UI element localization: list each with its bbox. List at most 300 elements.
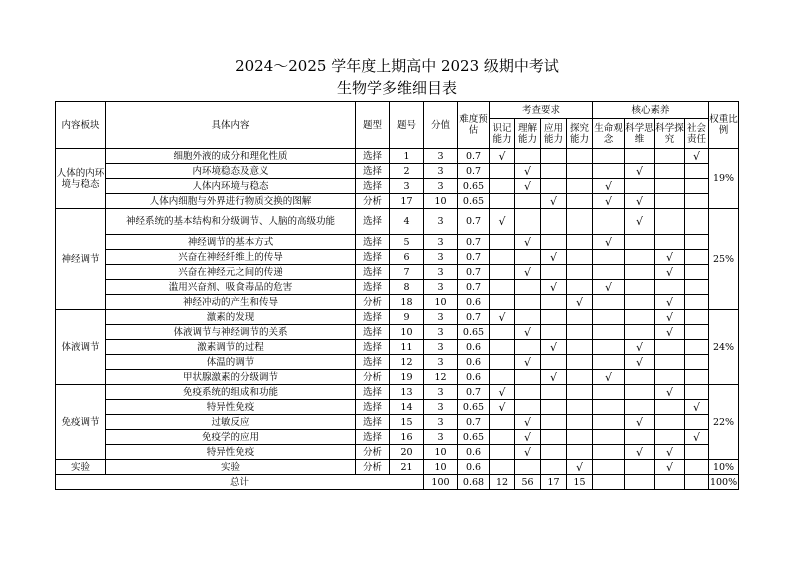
weight-cell: 22% [709, 385, 739, 460]
requirement-check: √ [490, 385, 515, 400]
literacy-check: √ [625, 355, 655, 370]
requirement-check [515, 310, 541, 325]
table-row [56, 415, 739, 430]
literacy-check [593, 355, 625, 370]
number-cell: 20 [390, 445, 424, 460]
number-cell: 12 [390, 355, 424, 370]
literacy-check [625, 280, 655, 295]
requirement-check [567, 400, 593, 415]
literacy-check [685, 164, 709, 179]
type-cell: 选择 [356, 250, 390, 265]
requirement-check [515, 149, 541, 164]
content-cell: 兴奋在神经元之间的传递 [106, 265, 356, 280]
score-cell: 3 [424, 385, 458, 400]
requirement-check [515, 370, 541, 385]
literacy-check [625, 310, 655, 325]
type-cell: 分析 [356, 295, 390, 310]
literacy-check: √ [593, 194, 625, 209]
requirement-check [567, 310, 593, 325]
requirement-check [541, 295, 567, 310]
requirement-check: √ [515, 325, 541, 340]
number-cell: 1 [390, 149, 424, 164]
number-cell: 13 [390, 385, 424, 400]
header-req-apply: 应用能力 [541, 119, 567, 149]
content-cell: 特异性免疫 [106, 400, 356, 415]
difficulty-cell: 0.65 [458, 400, 490, 415]
header-req-understand: 理解能力 [515, 119, 541, 149]
header-lit-thinking: 科学思维 [625, 119, 655, 149]
total-literacy-empty [593, 475, 625, 490]
difficulty-cell: 0.6 [458, 340, 490, 355]
header-content: 具体内容 [106, 102, 356, 149]
difficulty-cell: 0.6 [458, 295, 490, 310]
table-row [56, 295, 739, 310]
difficulty-cell: 0.7 [458, 149, 490, 164]
literacy-check [593, 295, 625, 310]
score-cell: 10 [424, 445, 458, 460]
literacy-check [685, 235, 709, 250]
number-cell: 15 [390, 415, 424, 430]
header-difficulty: 难度预估 [458, 102, 490, 149]
type-cell: 选择 [356, 235, 390, 250]
literacy-check [655, 149, 685, 164]
requirement-check [541, 265, 567, 280]
requirement-check: √ [567, 295, 593, 310]
requirement-check [515, 400, 541, 415]
header-score: 分值 [424, 102, 458, 149]
total-literacy-empty [685, 475, 709, 490]
literacy-check: √ [655, 295, 685, 310]
requirement-check [567, 250, 593, 265]
requirement-check [567, 265, 593, 280]
literacy-check [655, 235, 685, 250]
requirement-check [541, 400, 567, 415]
table-row [56, 149, 739, 164]
number-cell: 14 [390, 400, 424, 415]
literacy-check [593, 430, 625, 445]
requirement-check: √ [515, 164, 541, 179]
weight-cell: 19% [709, 149, 739, 209]
requirement-check [567, 385, 593, 400]
literacy-check [655, 209, 685, 235]
literacy-check [655, 164, 685, 179]
header-weight: 权重比例 [709, 102, 739, 149]
literacy-check [593, 209, 625, 235]
content-cell: 激素调节的过程 [106, 340, 356, 355]
literacy-check [685, 295, 709, 310]
table-row [56, 194, 739, 209]
requirement-check [490, 430, 515, 445]
requirement-check [490, 235, 515, 250]
content-cell: 激素的发现 [106, 310, 356, 325]
requirement-check [567, 430, 593, 445]
requirement-check [490, 164, 515, 179]
literacy-check: √ [655, 250, 685, 265]
table-row [56, 250, 739, 265]
requirement-check: √ [515, 355, 541, 370]
literacy-check: √ [685, 430, 709, 445]
table-row [56, 265, 739, 280]
type-cell: 分析 [356, 460, 390, 475]
requirement-check [490, 250, 515, 265]
literacy-check: √ [685, 400, 709, 415]
requirement-check: √ [567, 460, 593, 475]
requirement-check: √ [515, 445, 541, 460]
table-row [56, 385, 739, 400]
requirement-check: √ [490, 149, 515, 164]
requirement-check: √ [490, 400, 515, 415]
literacy-check: √ [625, 445, 655, 460]
header-lit-life: 生命观念 [593, 119, 625, 149]
requirement-check [490, 415, 515, 430]
literacy-check [685, 370, 709, 385]
literacy-check: √ [625, 415, 655, 430]
table-row [56, 400, 739, 415]
content-cell: 特异性免疫 [106, 445, 356, 460]
requirement-check [541, 385, 567, 400]
requirement-check: √ [515, 415, 541, 430]
literacy-check [685, 179, 709, 194]
title-line-1: 2024～2025 学年度上期高中 2023 级期中考试 [235, 57, 559, 75]
number-cell: 18 [390, 295, 424, 310]
content-cell: 甲状腺激素的分级调节 [106, 370, 356, 385]
content-cell: 过敏反应 [106, 415, 356, 430]
number-cell: 17 [390, 194, 424, 209]
requirement-check: √ [541, 194, 567, 209]
section-name: 实验 [56, 460, 106, 475]
requirement-check [567, 209, 593, 235]
score-cell: 3 [424, 415, 458, 430]
literacy-check [625, 325, 655, 340]
number-cell: 11 [390, 340, 424, 355]
type-cell: 选择 [356, 149, 390, 164]
literacy-check [685, 415, 709, 430]
header-number: 题号 [390, 102, 424, 149]
number-cell: 10 [390, 325, 424, 340]
number-cell: 21 [390, 460, 424, 475]
content-cell: 体液调节与神经调节的关系 [106, 325, 356, 340]
header-section: 内容板块 [56, 102, 106, 149]
content-cell: 内环境稳态及意义 [106, 164, 356, 179]
table-row [56, 430, 739, 445]
requirement-check: √ [541, 340, 567, 355]
requirement-check [567, 445, 593, 460]
difficulty-cell: 0.7 [458, 415, 490, 430]
requirement-check [567, 325, 593, 340]
difficulty-cell: 0.7 [458, 164, 490, 179]
literacy-check: √ [655, 265, 685, 280]
weight-cell: 10% [709, 460, 739, 475]
total-row [56, 475, 739, 490]
requirement-check [490, 295, 515, 310]
number-cell: 4 [390, 209, 424, 235]
literacy-check [655, 340, 685, 355]
requirement-check [567, 355, 593, 370]
requirement-check [567, 415, 593, 430]
table-row [56, 179, 739, 194]
requirement-check [515, 250, 541, 265]
total-requirement: 15 [567, 475, 593, 490]
table-row [56, 310, 739, 325]
literacy-check [625, 460, 655, 475]
difficulty-cell: 0.7 [458, 385, 490, 400]
total-difficulty: 0.68 [458, 475, 490, 490]
literacy-check [625, 385, 655, 400]
header-req-explore: 探究能力 [567, 119, 593, 149]
score-cell: 3 [424, 164, 458, 179]
number-cell: 6 [390, 250, 424, 265]
total-literacy-empty [655, 475, 685, 490]
literacy-check: √ [655, 385, 685, 400]
type-cell: 选择 [356, 415, 390, 430]
literacy-check [593, 250, 625, 265]
literacy-check [685, 385, 709, 400]
literacy-check [685, 310, 709, 325]
literacy-check [655, 355, 685, 370]
requirement-check [567, 340, 593, 355]
literacy-check [625, 235, 655, 250]
requirement-check [567, 164, 593, 179]
literacy-check [655, 194, 685, 209]
requirement-check: √ [515, 235, 541, 250]
weight-cell: 25% [709, 209, 739, 310]
type-cell: 选择 [356, 164, 390, 179]
requirement-check [567, 280, 593, 295]
difficulty-cell: 0.7 [458, 235, 490, 250]
number-cell: 9 [390, 310, 424, 325]
difficulty-cell: 0.6 [458, 460, 490, 475]
literacy-check [625, 250, 655, 265]
literacy-check [685, 265, 709, 280]
requirement-check [490, 194, 515, 209]
requirement-check [541, 430, 567, 445]
content-cell: 滥用兴奋剂、吸食毒品的危害 [106, 280, 356, 295]
literacy-check: √ [625, 164, 655, 179]
requirement-check [490, 179, 515, 194]
literacy-check: √ [625, 194, 655, 209]
content-cell: 细胞外液的成分和理化性质 [106, 149, 356, 164]
literacy-check [655, 179, 685, 194]
header-type: 题型 [356, 102, 390, 149]
table-row [56, 280, 739, 295]
total-requirement: 12 [490, 475, 515, 490]
literacy-check [625, 295, 655, 310]
requirement-check [567, 149, 593, 164]
requirement-check [490, 340, 515, 355]
literacy-check [625, 430, 655, 445]
literacy-check [685, 355, 709, 370]
requirement-check: √ [515, 265, 541, 280]
score-cell: 3 [424, 430, 458, 445]
requirement-check [541, 235, 567, 250]
content-cell: 实验 [106, 460, 356, 475]
literacy-check [593, 164, 625, 179]
difficulty-cell: 0.65 [458, 325, 490, 340]
section-name: 免疫调节 [56, 385, 106, 460]
literacy-check [685, 280, 709, 295]
type-cell: 选择 [356, 280, 390, 295]
difficulty-cell: 0.65 [458, 430, 490, 445]
score-cell: 10 [424, 460, 458, 475]
content-cell: 体温的调节 [106, 355, 356, 370]
literacy-check [625, 179, 655, 194]
literacy-check [655, 280, 685, 295]
total-requirement: 56 [515, 475, 541, 490]
literacy-check [593, 325, 625, 340]
requirement-check [490, 460, 515, 475]
content-cell: 免疫系统的组成和功能 [106, 385, 356, 400]
score-cell: 3 [424, 355, 458, 370]
table-row [56, 445, 739, 460]
section-name: 体液调节 [56, 310, 106, 385]
literacy-check [593, 340, 625, 355]
score-cell: 3 [424, 325, 458, 340]
requirement-check: √ [490, 209, 515, 235]
literacy-check: √ [593, 179, 625, 194]
literacy-check [685, 325, 709, 340]
number-cell: 16 [390, 430, 424, 445]
type-cell: 选择 [356, 325, 390, 340]
literacy-check [685, 445, 709, 460]
type-cell: 选择 [356, 400, 390, 415]
total-score: 100 [424, 475, 458, 490]
content-cell: 人体内环境与稳态 [106, 179, 356, 194]
number-cell: 7 [390, 265, 424, 280]
difficulty-cell: 0.7 [458, 310, 490, 325]
requirement-check [490, 355, 515, 370]
literacy-check [625, 265, 655, 280]
requirement-check [567, 194, 593, 209]
type-cell: 选择 [356, 179, 390, 194]
table-row [56, 340, 739, 355]
requirement-check [490, 265, 515, 280]
requirement-check [541, 149, 567, 164]
score-cell: 3 [424, 250, 458, 265]
content-cell: 人体内细胞与外界进行物质交换的图解 [106, 194, 356, 209]
table-body [56, 102, 739, 490]
literacy-check [593, 415, 625, 430]
type-cell: 选择 [356, 209, 390, 235]
requirement-check [515, 295, 541, 310]
table-row [56, 460, 739, 475]
section-name: 人体的内环境与稳态 [56, 149, 106, 209]
literacy-check: √ [593, 235, 625, 250]
requirement-check [567, 370, 593, 385]
content-cell: 神经系统的基本结构和分级调节、人脑的高级功能 [106, 209, 356, 235]
literacy-check [593, 400, 625, 415]
type-cell: 选择 [356, 265, 390, 280]
requirement-check [541, 310, 567, 325]
table-row [56, 209, 739, 235]
requirement-check [515, 194, 541, 209]
requirement-check [541, 445, 567, 460]
score-cell: 12 [424, 370, 458, 385]
requirement-check [515, 209, 541, 235]
score-cell: 3 [424, 179, 458, 194]
difficulty-cell: 0.65 [458, 179, 490, 194]
literacy-check [685, 460, 709, 475]
total-requirement: 17 [541, 475, 567, 490]
literacy-check: √ [625, 209, 655, 235]
literacy-check [685, 194, 709, 209]
difficulty-cell: 0.7 [458, 265, 490, 280]
literacy-check [655, 430, 685, 445]
requirement-check [490, 370, 515, 385]
score-cell: 3 [424, 235, 458, 250]
score-cell: 3 [424, 149, 458, 164]
table-row [56, 355, 739, 370]
score-cell: 10 [424, 295, 458, 310]
literacy-check [625, 149, 655, 164]
total-weight: 100% [709, 476, 738, 488]
difficulty-cell: 0.7 [458, 280, 490, 295]
header-lit-inquiry: 科学探究 [655, 119, 685, 149]
type-cell: 分析 [356, 445, 390, 460]
requirement-check [515, 460, 541, 475]
difficulty-cell: 0.6 [458, 370, 490, 385]
requirement-check [567, 179, 593, 194]
score-cell: 10 [424, 194, 458, 209]
literacy-check [655, 415, 685, 430]
score-cell: 3 [424, 209, 458, 235]
total-label: 总计 [56, 475, 424, 490]
type-cell: 选择 [356, 385, 390, 400]
requirement-check: √ [541, 280, 567, 295]
literacy-check [685, 340, 709, 355]
header-core-literacy: 核心素养 [593, 102, 709, 119]
table-row [56, 164, 739, 179]
total-literacy-empty [625, 475, 655, 490]
literacy-check: √ [625, 340, 655, 355]
requirement-check: √ [515, 430, 541, 445]
literacy-check [625, 400, 655, 415]
type-cell: 选择 [356, 430, 390, 445]
literacy-check: √ [593, 280, 625, 295]
number-cell: 19 [390, 370, 424, 385]
requirement-check: √ [541, 250, 567, 265]
requirement-check [490, 325, 515, 340]
content-cell: 免疫学的应用 [106, 430, 356, 445]
literacy-check [685, 250, 709, 265]
requirement-check: √ [515, 179, 541, 194]
literacy-check: √ [655, 325, 685, 340]
score-cell: 3 [424, 310, 458, 325]
header-exam-requirements: 考查要求 [490, 102, 593, 119]
title-line-2: 生物学多维细目表 [336, 79, 457, 97]
literacy-check [593, 265, 625, 280]
literacy-check [593, 445, 625, 460]
literacy-check [685, 209, 709, 235]
requirement-check [541, 355, 567, 370]
requirement-check [515, 280, 541, 295]
type-cell: 分析 [356, 370, 390, 385]
literacy-check: √ [655, 460, 685, 475]
literacy-check [655, 370, 685, 385]
header-row-1 [56, 102, 739, 119]
literacy-check [593, 460, 625, 475]
requirement-check [541, 460, 567, 475]
type-cell: 选择 [356, 340, 390, 355]
number-cell: 2 [390, 164, 424, 179]
table-row [56, 325, 739, 340]
type-cell: 选择 [356, 310, 390, 325]
requirement-check: √ [541, 370, 567, 385]
literacy-check [593, 149, 625, 164]
requirement-check [515, 385, 541, 400]
requirement-check [541, 325, 567, 340]
difficulty-cell: 0.7 [458, 250, 490, 265]
literacy-check [593, 310, 625, 325]
